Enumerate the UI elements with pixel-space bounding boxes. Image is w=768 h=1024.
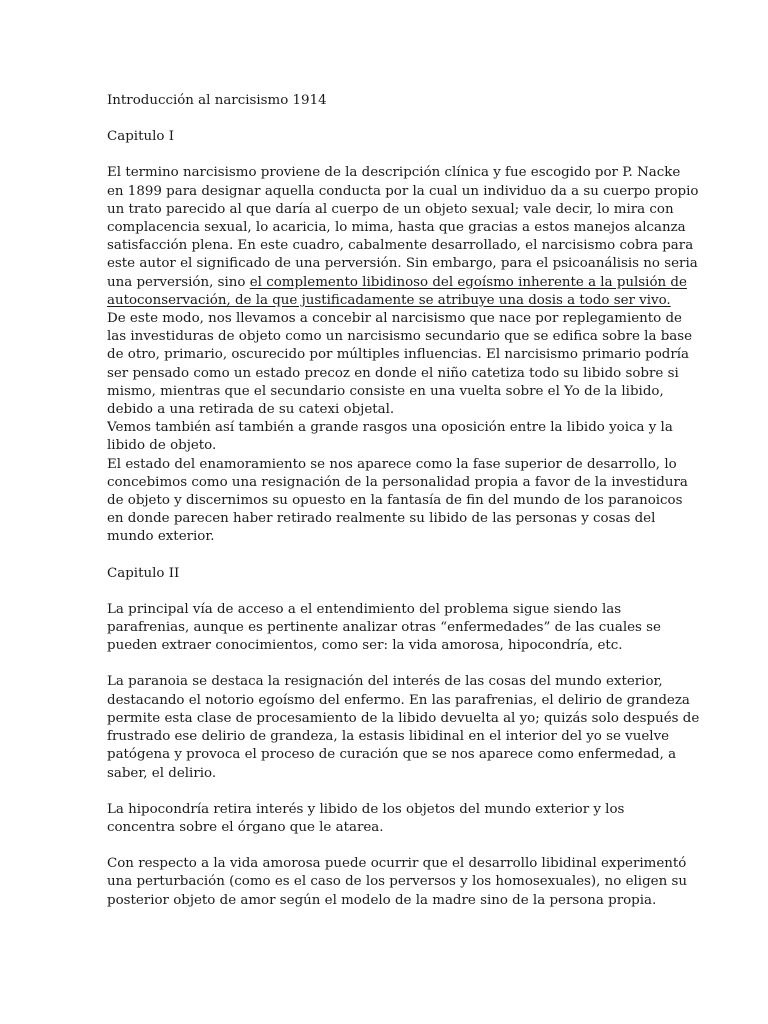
text-line: patógena y provoca el proceso de curación que se nos aparece como enfermedad, a [107,747,677,763]
text-line [107,274,687,292]
chapter-2-paragraph-2 [107,673,700,782]
text-line: debido a una retirada de su catexi objetal. [107,402,395,418]
chapter-1-paragraph-2 [107,310,693,419]
text-line: un trato parecido al que daría al cuerpo de un objeto sexual; vale decir, lo mira con [107,201,674,217]
chapter-1-paragraph-4 [107,456,688,547]
text-line: De este modo, nos llevamos a concebir al narcisismo que nace por replegamiento de [107,311,682,327]
chapter-2-paragraph-1 [107,601,662,656]
text-line: este autor el significado de una perversión. Sin embargo, para el psicoanálisis no seria [107,256,698,272]
text-line: mundo exterior. [107,529,215,545]
chapter-1-paragraph-1 [107,164,699,310]
document-body [107,92,700,928]
text-line: La paranoia se destaca la resignación del interés de las cosas del mundo exterior, [107,674,663,690]
text-line: concebimos como una resignación de la personalidad propia a favor de la investidura [107,474,688,490]
text-segment: una perversión, sino [107,274,250,290]
text-line: El estado del enamoramiento se nos aparece como la fase superior de desarrollo, lo [107,456,677,472]
text-line: satisfacción plena. En este cuadro, cabalmente desarrollado, el narcisismo cobra para [107,238,694,254]
text-line: Con respecto a la vida amorosa puede ocurrir que el desarrollo libidinal experimentó [107,856,687,872]
underlined-text: el complemento libidinoso del egoísmo inherente a la pulsión de [249,274,687,290]
text-line: complacencia sexual, lo acaricia, lo mima, hasta que gracias a estos manejos alcanza [107,220,686,236]
text-line: las investiduras de objeto como un narcisismo secundario que se edifica sobre la base [107,329,693,345]
text-line: libido de objeto. [107,438,217,454]
text-line: saber, el delirio. [107,765,217,781]
text-line: posterior objeto de amor según el modelo de la madre sino de la persona propia. [107,892,657,908]
text-line: de objeto y discernimos su opuesto en la fantasía de fin del mundo de los paranoicos [107,493,683,509]
chapter-1-paragraph-3 [107,419,673,455]
chapter-1-heading: Capitulo I [107,129,174,145]
chapter-2-heading: Capitulo II [107,565,180,581]
chapter-2-paragraph-4 [107,855,687,910]
text-line: mismo, mientras que el secundario consiste en una vuelta sobre el Yo de la libido, [107,383,664,399]
text-line: pueden extraer conocimientos, como ser: la vida amorosa, hipocondría, etc. [107,638,623,654]
chapter-2-paragraph-3 [107,801,662,837]
text-line: de otro, primario, oscurecido por múltiples influencias. El narcisismo primario podría [107,347,690,363]
text-line: La principal vía de acceso a el entendimiento del problema sigue siendo las [107,601,622,617]
text-line: parafrenias, aunque es pertinente analizar otras “enfermedades” de las cuales se [107,620,661,636]
text-line: Vemos también así también a grande rasgos una oposición entre la libido yoica y la [107,420,673,436]
text-line: destacando el notorio egoísmo del enfermo. En las parafrenias, el delirio de grandeza [107,692,690,708]
text-line: en 1899 para designar aquella conducta por la cual un individuo da a su cuerpo propio [107,183,699,199]
text-line: una perturbación (como es el caso de los perversos y los homosexuales), no eligen su [107,874,687,890]
text-line: en donde parecen haber retirado realmente su libido de las personas y cosas del [107,511,656,527]
document-title: Introducción al narcisismo 1914 [107,93,327,108]
text-line: La hipocondría retira interés y libido de los objetos del mundo exterior y los [107,801,625,817]
underlined-text: autoconservación, de la que justificadamente se atribuye una dosis a todo ser vivo. [107,292,671,308]
text-line: permite esta clase de procesamiento de la libido devuelta al yo; quizás solo después de [107,710,700,726]
text-line: ser pensado como un estado precoz en donde el niño catetiza todo su libido sobre si [107,365,679,381]
text-line: frustrado ese delirio de grandeza, la estasis libidinal en el interior del yo se vuelve [107,729,670,745]
text-line: El termino narcisismo proviene de la descripción clínica y fue escogido por P. Nacke [107,165,681,181]
text-line: concentra sobre el órgano que le atarea. [107,819,384,835]
